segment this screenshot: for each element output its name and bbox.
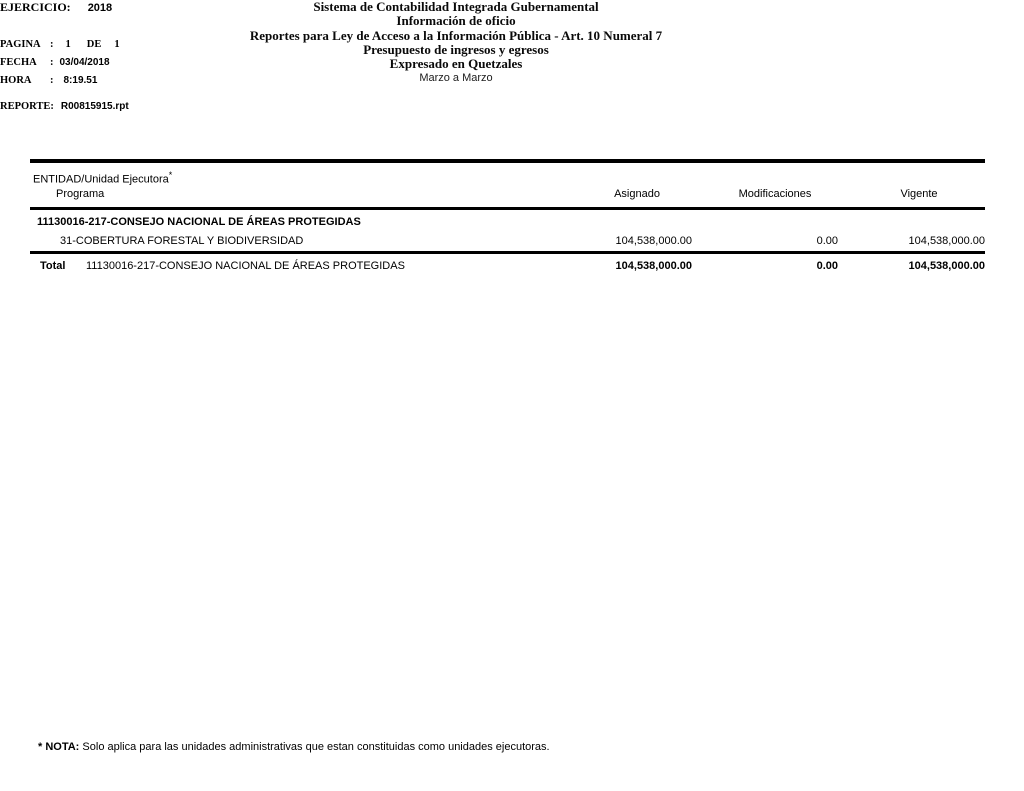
footnote-marker: * NOTA: <box>38 741 80 753</box>
ejercicio-label: EJERCICIO: <box>0 0 71 14</box>
column-header-programa: Programa <box>56 188 105 200</box>
footnote-text: Solo aplica para las unidades administrativas que estan constituidas como unidades ejecutoras. <box>82 741 550 753</box>
fecha-colon: : <box>50 57 54 68</box>
pagina-de: DE <box>86 39 102 50</box>
meta-row-reporte <box>0 101 129 112</box>
hora-value: 8:19.51 <box>63 75 98 86</box>
report-title-line-3: Reportes para Ley de Acceso a la Información Pública - Art. 10 Numeral 7 <box>249 27 663 43</box>
total-modificaciones-value: 0.00 <box>816 260 838 272</box>
meta-row-fecha <box>0 57 110 68</box>
table-total-rule <box>30 251 985 254</box>
table-row-program: 31-COBERTURA FORESTAL Y BIODIVERSIDAD <box>60 235 304 247</box>
fecha-label: FECHA <box>0 57 37 68</box>
total-entity: 11130016-217-CONSEJO NACIONAL DE ÁREAS PROTEGIDAS <box>86 260 405 272</box>
reporte-value: R00815915.rpt <box>60 101 129 112</box>
entidad-header-asterisk: * <box>168 170 173 180</box>
ejercicio-row <box>0 0 112 15</box>
reporte-label: REPORTE: <box>0 101 54 112</box>
program-vigente-value: 104,538,000.00 <box>908 235 985 247</box>
column-header-vigente: Vigente <box>900 188 938 200</box>
total-label: Total <box>40 260 66 272</box>
report-title-line-5: Expresado en Quetzales <box>389 56 523 72</box>
hora-colon: : <box>50 75 54 86</box>
report-title-line-4: Presupuesto de ingresos y egresos <box>363 41 549 57</box>
ejercicio-value: 2018 <box>87 2 113 14</box>
table-top-rule <box>30 159 985 163</box>
pagina-colon: : <box>50 39 54 50</box>
table-row-entity: 11130016-217-CONSEJO NACIONAL DE ÁREAS PROTEGIDAS <box>37 216 361 228</box>
column-header-asignado: Asignado <box>614 188 660 200</box>
pagina-total: 1 <box>114 39 120 50</box>
report-title-line-1: Sistema de Contabilidad Integrada Gubernamental <box>313 0 599 14</box>
total-asignado-value: 104,538,000.00 <box>615 260 692 272</box>
pagina-value: 1 <box>65 39 71 50</box>
pagina-label: PAGINA <box>0 39 41 50</box>
report-period: Marzo a Marzo <box>419 72 493 85</box>
fecha-value: 03/04/2018 <box>59 57 110 68</box>
entidad-header-text: ENTIDAD/Unidad Ejecutora <box>33 173 169 186</box>
meta-row-pagina <box>0 39 120 50</box>
table-header-rule <box>30 207 985 210</box>
report-title-block <box>0 0 912 85</box>
report-title-line-2: Información de oficio <box>396 13 516 29</box>
column-header-modificaciones: Modificaciones <box>738 188 812 200</box>
column-header-entidad <box>33 170 172 186</box>
program-asignado-value: 104,538,000.00 <box>615 235 692 247</box>
program-modificaciones-value: 0.00 <box>816 235 838 247</box>
footnote <box>38 741 550 753</box>
meta-row-hora <box>0 75 97 86</box>
hora-label: HORA <box>0 75 32 86</box>
report-table <box>30 159 985 284</box>
total-vigente-value: 104,538,000.00 <box>908 260 985 272</box>
